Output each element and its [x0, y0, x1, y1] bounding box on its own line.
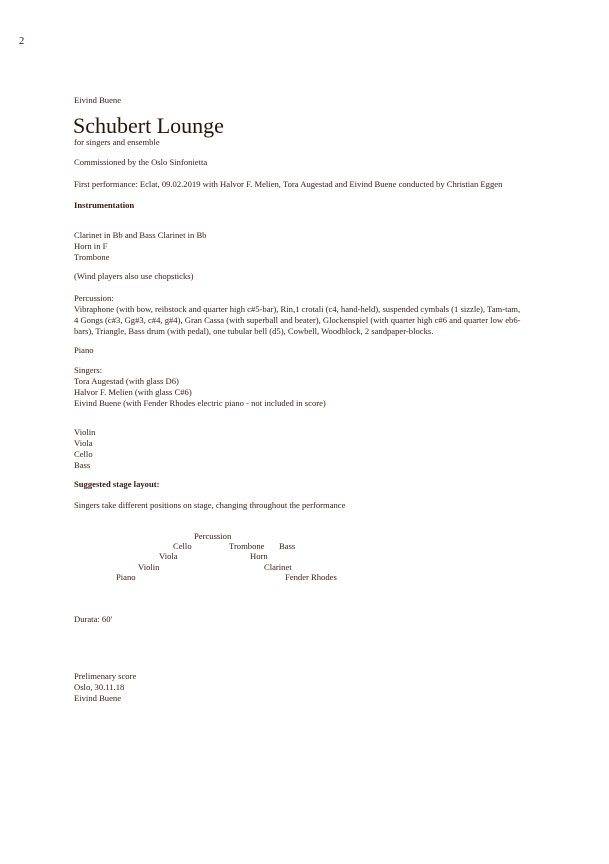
place-date: Oslo, 30.11.18 — [74, 682, 125, 692]
page-number: 2 — [19, 36, 25, 47]
stage-violin: Violin — [138, 562, 160, 572]
signature-name: Eivind Buene — [74, 693, 122, 703]
list-item: Trombone — [74, 252, 110, 262]
first-performance: First performance: Eclat, 09.02.2019 with Halvor F. Melien, Tora Augestad and Eivind Buene conducted by Christian Eggen — [74, 179, 503, 189]
strings-list — [74, 427, 95, 471]
singers-section — [74, 365, 326, 409]
stage-note: Singers take different positions on stage, changing throughout the performance — [74, 500, 346, 510]
percussion-section — [74, 293, 524, 337]
page-title: Schubert Lounge — [73, 113, 224, 138]
stage-viola: Viola — [159, 551, 178, 561]
list-item: Halvor F. Melien (with glass C#6) — [74, 387, 192, 397]
stage-layout-heading: Suggested stage layout: — [74, 479, 160, 489]
stage-percussion: Percussion — [194, 531, 232, 541]
list-item: Bass — [74, 460, 91, 470]
stage-trombone: Trombone — [229, 541, 265, 551]
singers-heading: Singers: — [74, 365, 103, 375]
stage-horn: Horn — [250, 551, 268, 561]
list-item: Eivind Buene (with Fender Rhodes electric piano - not included in score) — [74, 398, 326, 408]
instrumentation-heading: Instrumentation — [74, 200, 135, 210]
winds-list — [74, 230, 206, 263]
stage-cello: Cello — [173, 541, 192, 551]
list-item: Violin — [74, 427, 96, 437]
list-item: Horn in F — [74, 241, 108, 251]
stage-bass: Bass — [279, 541, 296, 551]
stage-fender-rhodes: Fender Rhodes — [285, 572, 337, 582]
composer-name: Eivind Buene — [74, 95, 122, 105]
stage-piano: Piano — [116, 572, 136, 582]
commission-note: Commissioned by the Oslo Sinfonietta — [74, 157, 208, 167]
subtitle: for singers and ensemble — [74, 137, 160, 147]
percussion-description: Vibraphone (with bow, reibstock and quarter high c#5-bar), Rin,1 crotali (c4, hand-held), suspended cymbals (1 sizzle), Tam-tam, 4 Gongs (c#3, Gg#3, c#4, g#4), Gran Cassa (with superball and beater), Glockenspiel (with quarter high c#6 and quarter low eb6-bars), Triangle, Bass drum (with pedal), one tubular bell (d5), Cowbell, Woodblock, 2 sandpaper-blocks. — [74, 304, 521, 336]
list-item: Cello — [74, 449, 93, 459]
durata: Durata: 60' — [74, 614, 113, 624]
list-item: Tora Augestad (with glass D6) — [74, 376, 179, 386]
footer-block — [74, 671, 136, 704]
piano-entry: Piano — [74, 345, 94, 355]
winds-note: (Wind players also use chopsticks) — [74, 271, 194, 281]
score-status: Prelimenary score — [74, 671, 137, 681]
list-item: Clarinet in Bb and Bass Clarinet in Bb — [74, 230, 207, 240]
percussion-heading: Percussion: — [74, 293, 114, 303]
stage-clarinet: Clarinet — [264, 562, 292, 572]
list-item: Viola — [74, 438, 93, 448]
